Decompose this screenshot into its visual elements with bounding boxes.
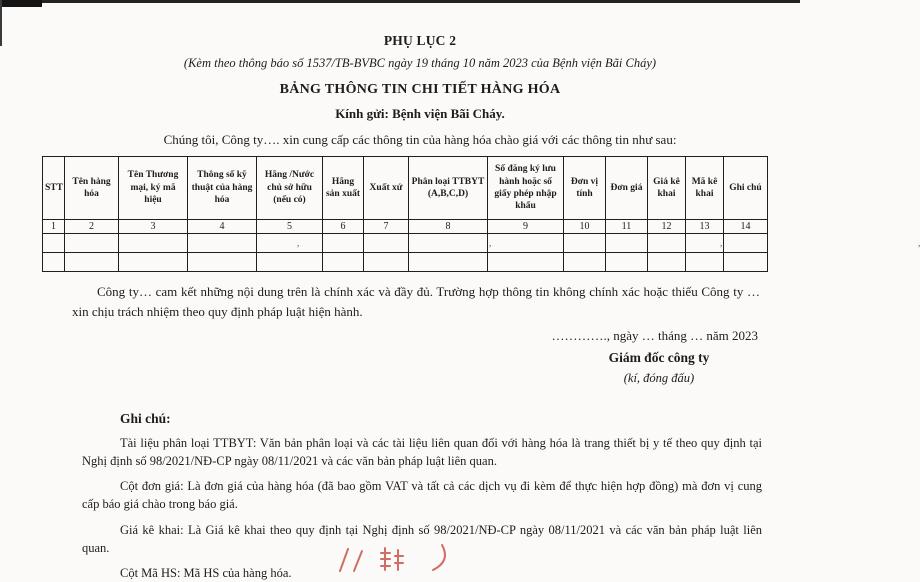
note-item: Cột đơn giá: Là đơn giá của hàng hóa (đã bao gồm VAT và tất cả các dịch vụ đi kèm để thực hiện hợp đồng) mà đơn vị cung cấp báo giá chào trong báo giá. <box>82 479 762 512</box>
table-index-cell: 2 <box>65 220 119 234</box>
table-index-cell: 6 <box>323 220 364 234</box>
table-cell: , <box>65 234 119 253</box>
table-header-cell: Hãng sản xuất <box>323 157 364 220</box>
table-index-cell: 13 <box>686 220 724 234</box>
table-header-cell: Số đăng ký lưu hành hoặc số giấy phép nhập khẩu <box>488 157 564 220</box>
table-header-cell: Đơn giá <box>606 157 648 220</box>
table-cell <box>488 253 564 272</box>
table-cell <box>564 234 606 253</box>
table-cell: , <box>257 234 323 253</box>
table-index-cell: 8 <box>409 220 488 234</box>
table-header-cell: Giá kê khai <box>648 157 686 220</box>
table-cell <box>43 234 65 253</box>
table-header-cell: Ghi chú <box>724 157 768 220</box>
table-cell <box>188 234 257 253</box>
appendix-subtitle: (Kèm theo thông báo số 1537/TB-BVBC ngày 19 tháng 10 năm 2023 của Bệnh viện Bãi Cháy) <box>183 56 657 70</box>
note-item: Tài liệu phân loại TTBYT: Văn bản phân loại và các tài liệu liên quan đối với hàng hóa là trang thiết bị y tế theo quy định tại Nghị định số 98/2021/NĐ-CP ngày 08/11/2021 và các văn bản pháp luật liên quan. <box>82 436 762 469</box>
goods-info-table <box>42 156 768 272</box>
table-cell <box>648 253 686 272</box>
table-cell <box>606 253 648 272</box>
table-index-cell: 10 <box>564 220 606 234</box>
scan-edge-left <box>0 0 2 46</box>
table-cell <box>724 253 768 272</box>
table-cell <box>65 253 119 272</box>
date-place-line: …………., ngày … tháng … năm 2023 <box>551 328 758 343</box>
scan-edge-top <box>0 0 800 3</box>
table-cell <box>188 253 257 272</box>
appendix-title: PHỤ LỤC 2 <box>383 33 457 48</box>
note-item: Giá kê khai: Là Giá kê khai theo quy định tại Nghị định số 98/2021/NĐ-CP ngày 08/11/2021 và các văn bản pháp luật liên quan. <box>82 522 762 555</box>
commitment-paragraph: Công ty… cam kết những nội dung trên là chính xác và đầy đủ. Trường hợp thông tin không chính xác hoặc thiếu Công ty … xin chịu trách nhiệm theo quy định pháp luật hiện hành. <box>72 284 760 319</box>
table-cell <box>257 253 323 272</box>
red-stamp-partial <box>330 542 462 572</box>
signature-instruction: (kí, đóng đấu) <box>623 371 695 385</box>
notes-heading: Ghi chú: <box>120 411 171 426</box>
table-cell <box>323 253 364 272</box>
table-cell <box>409 253 488 272</box>
table-header-cell: Tên hàng hóa <box>65 157 119 220</box>
table-cell <box>364 234 409 253</box>
table-cell <box>119 234 188 253</box>
table-header-cell: Xuất xứ <box>364 157 409 220</box>
table-header-cell: Mã kê khai <box>686 157 724 220</box>
table-header-cell: Thông số kỹ thuật của hàng hóa <box>188 157 257 220</box>
table-body <box>43 220 768 272</box>
table-index-cell: 1 <box>43 220 65 234</box>
table-header-cell: STT <box>43 157 65 220</box>
table-index-cell: 12 <box>648 220 686 234</box>
table-cell <box>119 253 188 272</box>
table-index-cell: 4 <box>188 220 257 234</box>
table-index-cell: 14 <box>724 220 768 234</box>
table-header-row <box>43 157 768 220</box>
table-cell <box>606 234 648 253</box>
table-index-cell: 9 <box>488 220 564 234</box>
table-cell <box>724 234 768 253</box>
document-title: BẢNG THÔNG TIN CHI TIẾT HÀNG HÓA <box>279 82 561 97</box>
table-cell <box>364 253 409 272</box>
table-cell <box>409 234 488 253</box>
table-header-cell: Tên Thương mại, ký mã hiệu <box>119 157 188 220</box>
table-index-cell: 11 <box>606 220 648 234</box>
table-index-cell: 3 <box>119 220 188 234</box>
table-index-row <box>43 220 768 234</box>
table-cell: , <box>488 234 564 253</box>
table-cell <box>686 253 724 272</box>
table-row <box>43 234 768 253</box>
signer-title: Giám đốc công ty <box>608 350 710 365</box>
table-cell <box>686 234 724 253</box>
scan-edge-corner <box>0 0 42 7</box>
table-cell <box>323 234 364 253</box>
table-cell <box>43 253 65 272</box>
table-row <box>43 253 768 272</box>
table-index-cell: 7 <box>364 220 409 234</box>
table-header-cell: Đơn vị tính <box>564 157 606 220</box>
table-index-cell: 5 <box>257 220 323 234</box>
table-cell <box>648 234 686 253</box>
signature-block <box>554 350 764 386</box>
intro-line: Chúng tôi, Công ty…. xin cung cấp các thông tin của hàng hóa chào giá với các thông tin như sau: <box>163 132 677 147</box>
table-header-cell: Hãng /Nước chủ sở hữu (nếu có) <box>257 157 323 220</box>
table-header-cell: Phân loại TTBYT (A,B,C,D) <box>409 157 488 220</box>
salutation-line: Kính gửi: Bệnh viện Bãi Cháy. <box>335 106 505 121</box>
note-item: Cột Mã HS: Mã HS của hàng hóa. <box>120 565 292 580</box>
table-cell <box>564 253 606 272</box>
